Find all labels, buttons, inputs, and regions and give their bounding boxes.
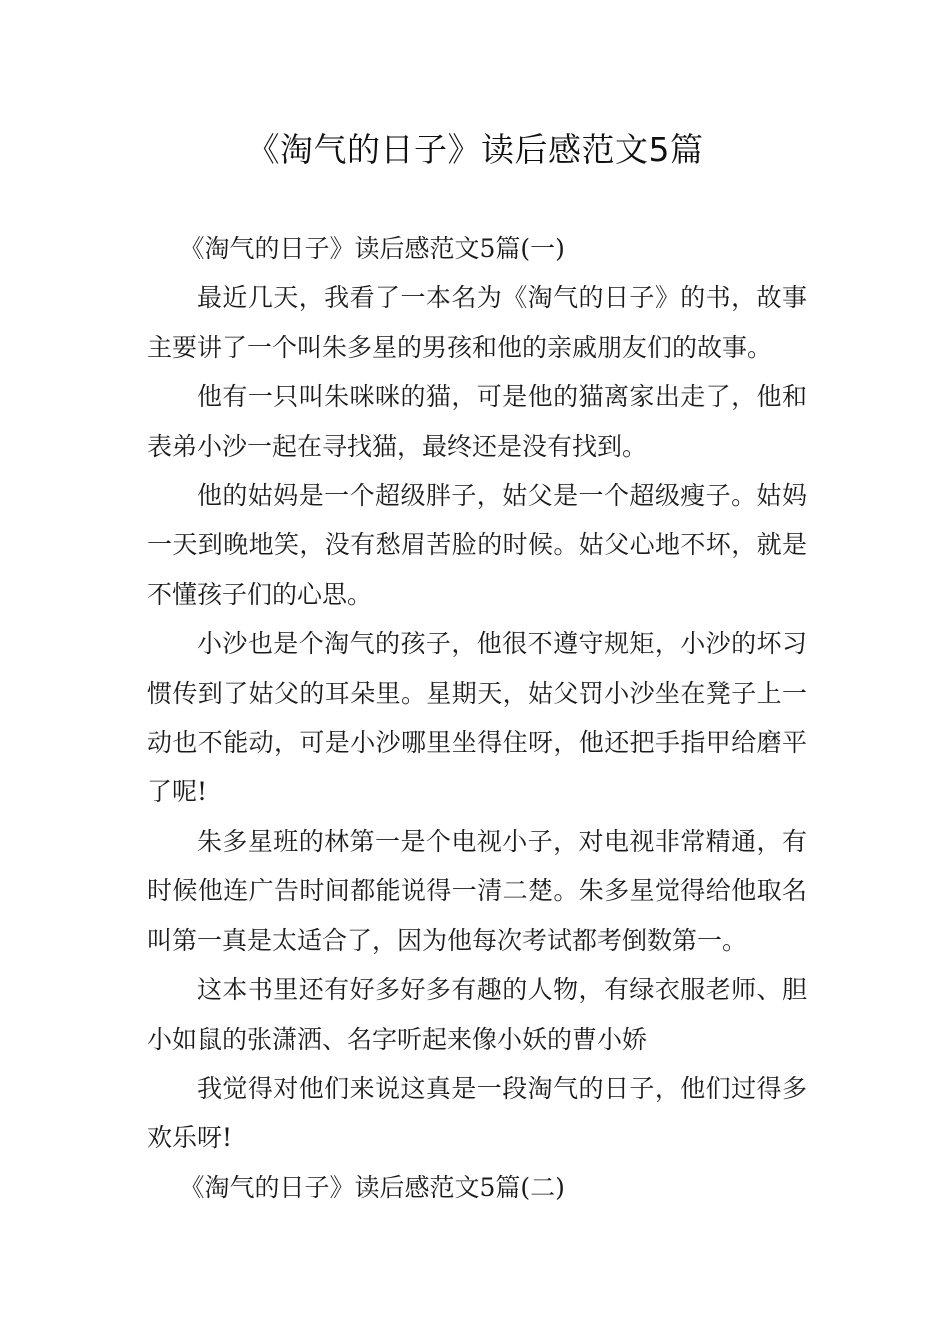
paragraph: 他的姑妈是一个超级胖子，姑父是一个超级瘦子。姑妈一天到晚地笑，没有愁眉苦脸的时候。姑父心地不坏，就是不懂孩子们的心思。 [147,481,807,609]
document-title: 《淘气的日子》读后感范文5篇 [246,130,704,169]
paragraph: 朱多星班的林第一是个电视小子，对电视非常精通，有时候他连广告时间都能说得一清二楚。朱多星觉得给他取名叫第一真是太适合了，因为他每次考试都考倒数第一。 [147,826,807,955]
paragraph: 最近几天，我看了一本名为《淘气的日子》的书，故事主要讲了一个叫朱多星的男孩和他的亲戚朋友们的故事。 [147,283,807,362]
paragraph: 他有一只叫朱咪咪的猫，可是他的猫离家出走了，他和表弟小沙一起在寻找猫，最终还是没有找到。 [147,382,807,461]
paragraph: 我觉得对他们来说这真是一段淘气的日子，他们过得多欢乐呀! [147,1073,807,1153]
paragraph: 小沙也是个淘气的孩子，他很不遵守规矩，小沙的坏习惯传到了姑父的耳朵里。星期天，姑父罚小沙坐在凳子上一动也不能动，可是小沙哪里坐得住呀，他还把手指甲给磨平了呢! [147,629,807,807]
document-body [147,224,807,1212]
section-heading: 《淘气的日子》读后感范文5篇(二) [179,1172,565,1202]
section-heading: 《淘气的日子》读后感范文5篇(一) [179,234,565,263]
paragraph: 这本书里还有好多好多有趣的人物，有绿衣服老师、胆小如鼠的张潇洒、名字听起来像小妖的曹小娇 [147,975,807,1054]
